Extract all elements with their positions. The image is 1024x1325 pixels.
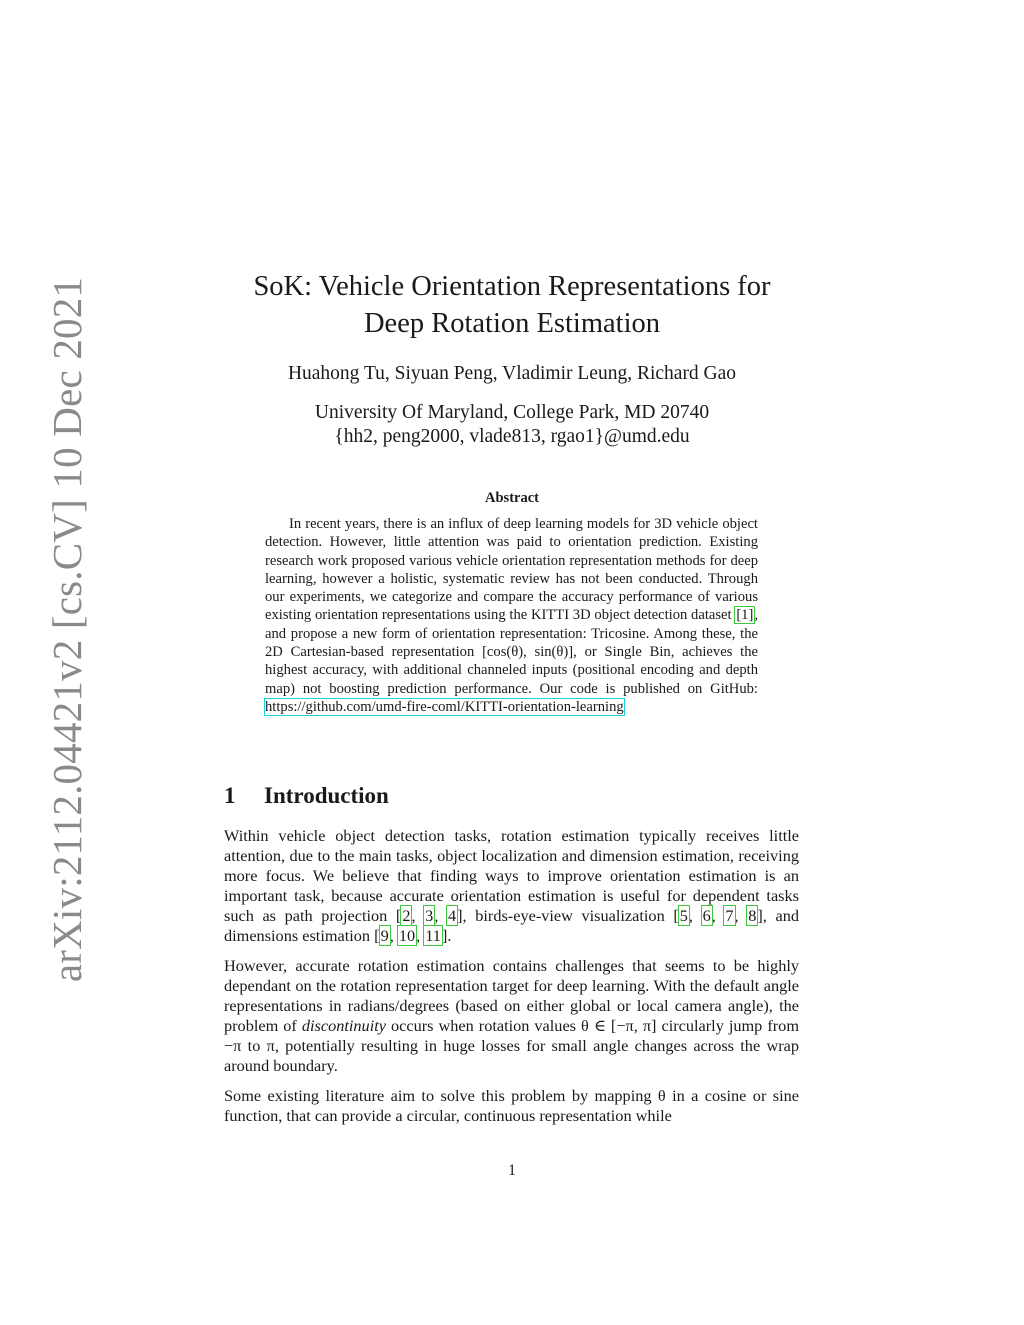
citation-link-8[interactable]: 8 (748, 906, 757, 925)
abstract-body (265, 515, 758, 716)
citation-link-5[interactable]: 5 (679, 906, 688, 925)
introduction-body (224, 826, 799, 1136)
citation-link-9[interactable]: 9 (380, 926, 389, 945)
arxiv-identifier: arXiv:2112.04421v2 [cs.CV] 10 Dec 2021 (44, 276, 90, 983)
citation-link-6[interactable]: 6 (702, 906, 711, 925)
abstract-text-2: , and propose a new form of orientation representation: Tricosine. Among these, the 2D Cartesian-based representation [cos(θ), sin(θ)], or Single Bin, achieves the highest accuracy, with additional channeled inputs (positional encoding and depth map) not boosting prediction performance. Our code is published on GitHub: (265, 607, 758, 697)
affiliation: University Of Maryland, College Park, MD 20740 (314, 402, 710, 423)
title-line-2: Deep Rotation Estimation (363, 308, 661, 339)
paragraph-1: Within vehicle object detection tasks, rotation estimation typically receives little attention, due to the main tasks, object localization and dimension estimation, receiving more focus. We believe that finding ways to improve orientation estimation is an important task, because accurate orientation estimation is useful for dependent tasks such as path projection [2, 3, 4], birds-eye-view visualization [5, 6, 7, 8], and dimensions estimation [9, 10, 11]. (224, 826, 799, 945)
citation-link-4[interactable]: 4 (448, 906, 457, 925)
author-emails: {hh2, peng2000, vlade813, rgao1}@umd.edu (334, 426, 690, 447)
section-title: Introduction (264, 783, 389, 808)
github-link[interactable]: https://github.com/umd-fire-coml/KITTI-orientation-learning (265, 698, 624, 715)
page-number: 1 (508, 1162, 516, 1179)
abstract-heading: Abstract (485, 490, 539, 506)
abstract-text-1: In recent years, there is an influx of deep learning models for 3D vehicle object detection. However, little attention was paid to orientation prediction. Existing research work proposed various vehicle orientation representation methods for deep learning, however a holistic, systematic review has not been conducted. Through our experiments, we categorize and compare the accuracy performance of various existing orientation representations using the KITTI 3D object detection dataset (265, 516, 758, 624)
citation-link-2[interactable]: 2 (402, 906, 411, 925)
section-number: 1 (224, 783, 236, 808)
paragraph-text: Within vehicle object detection tasks, rotation estimation typically receives little attention, due to the main tasks, object localization and dimension estimation, receiving more focus. We believe that finding ways to improve orientation estimation is an important task, because accurate orientation estimation is useful for dependent tasks such as path projection [ (224, 826, 799, 925)
paper-title (0, 268, 1024, 342)
paragraph-3: Some existing literature aim to solve this problem by mapping θ in a cosine or sine function, that can provide a circular, continuous representation while (224, 1086, 799, 1125)
section-heading-introduction (224, 783, 389, 809)
citation-link-10[interactable]: 10 (398, 926, 416, 945)
abstract-paragraph (265, 515, 758, 716)
citation-link-1[interactable]: [1] (736, 607, 754, 624)
paragraph-text: ]. (441, 926, 452, 945)
title-line-1: SoK: Vehicle Orientation Representations for (253, 271, 771, 302)
paragraph-text: ], birds-eye-view visualization [ (457, 906, 679, 925)
emphasis-discontinuity: discontinuity (301, 1016, 386, 1035)
citation-link-3[interactable]: 3 (425, 906, 434, 925)
affiliation-block (0, 401, 1024, 449)
paragraph-2 (224, 956, 799, 1076)
citation-link-7[interactable]: 7 (725, 906, 734, 925)
author-list: Huahong Tu, Siyuan Peng, Vladimir Leung, Richard Gao (287, 363, 737, 384)
paragraph-text: ], and dimensions estimation [ (224, 906, 799, 945)
paragraph-text: occurs when rotation values θ ∈ [−π, π] circularly jump from −π to π, potentially resulting in huge losses for small angle changes across the wrap around boundary. (224, 1016, 799, 1075)
paragraph-text: However, accurate rotation estimation contains challenges that seems to be highly dependant on the rotation representation target for deep learning. With the default angle representations in radians/degrees (based on either global or local camera angle), the problem of (224, 956, 799, 1035)
citation-link-11[interactable]: 11 (425, 926, 441, 945)
